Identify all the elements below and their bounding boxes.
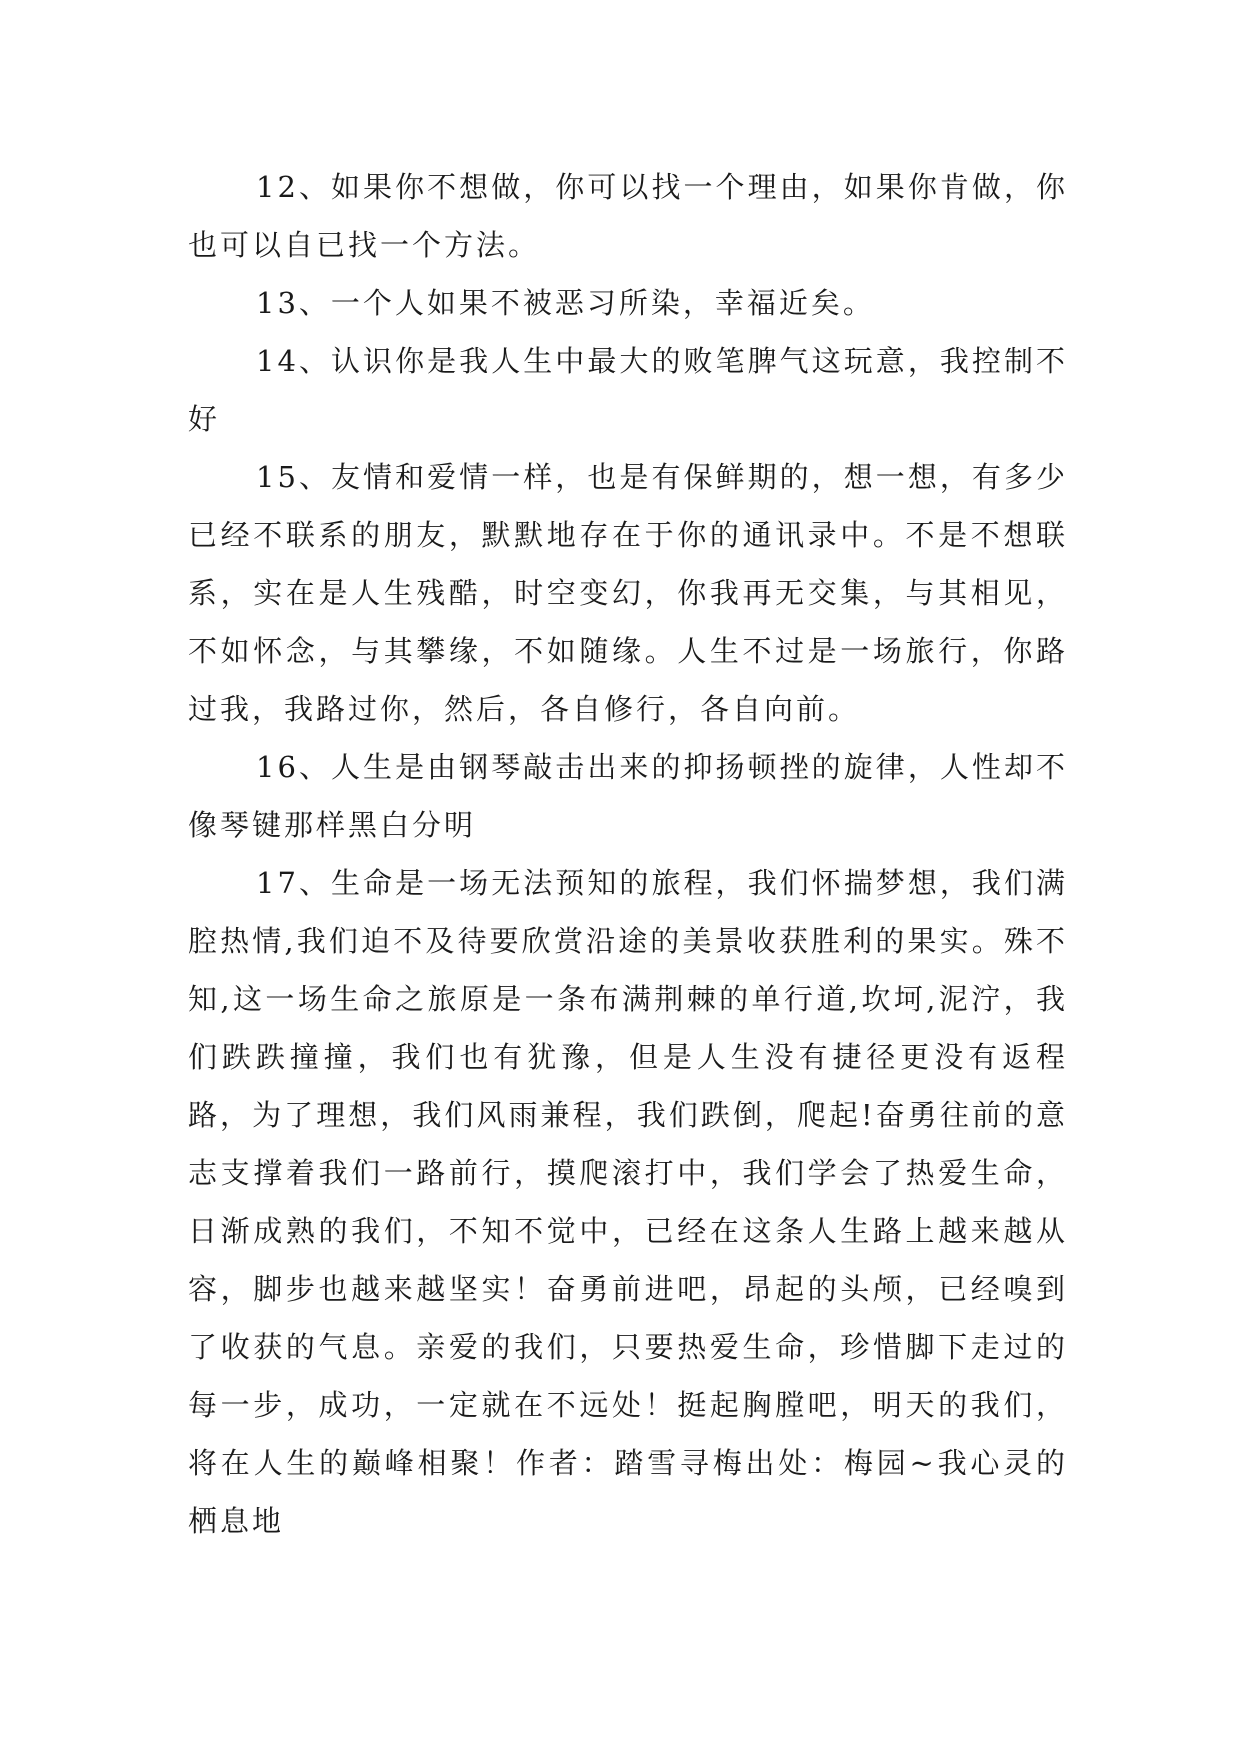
paragraph-15: 15、友情和爱情一样，也是有保鲜期的，想一想，有多少已经不联系的朋友，默默地存在于你的通讯录中。不是不想联系，实在是人生残酷，时空变幻，你我再无交集，与其相见，不如怀念，与其攀缘，不如随缘。人生不过是一场旅行，你路过我，我路过你，然后，各自修行，各自向前。	[188, 460, 1068, 726]
paragraph-12: 12、如果你不想做，你可以找一个理由，如果你肯做，你也可以自已找一个方法。	[188, 170, 1068, 262]
paragraph-17: 17、生命是一场无法预知的旅程，我们怀揣梦想，我们满腔热情,我们迫不及待要欣赏沿途的美景收获胜利的果实。殊不知,这一场生命之旅原是一条布满荆棘的单行道,坎坷,泥泞，我们跌跌撞撞，我们也有犹豫，但是人生没有捷径更没有返程路，为了理想，我们风雨兼程，我们跌倒，爬起!奋勇往前的意志支撑着我们一路前行，摸爬滚打中，我们学会了热爱生命，日渐成熟的我们，不知不觉中，已经在这条人生路上越来越从容，脚步也越来越坚实！奋勇前进吧，昂起的头颅，已经嗅到了收获的气息。亲爱的我们，只要热爱生命，珍惜脚下走过的每一步，成功，一定就在不远处！挺起胸膛吧，明天的我们，将在人生的巅峰相聚！作者：踏雪寻梅出处：梅园~我心灵的栖息地	[188, 866, 1068, 1538]
paragraph-13: 13、一个人如果不被恶习所染，幸福近矣。	[256, 286, 875, 320]
paragraph-16: 16、人生是由钢琴敲击出来的抑扬顿挫的旋律，人性却不像琴键那样黑白分明	[188, 750, 1068, 842]
paragraph-14: 14、认识你是我人生中最大的败笔脾气这玩意，我控制不好	[188, 344, 1068, 436]
document-body	[188, 158, 1068, 1550]
